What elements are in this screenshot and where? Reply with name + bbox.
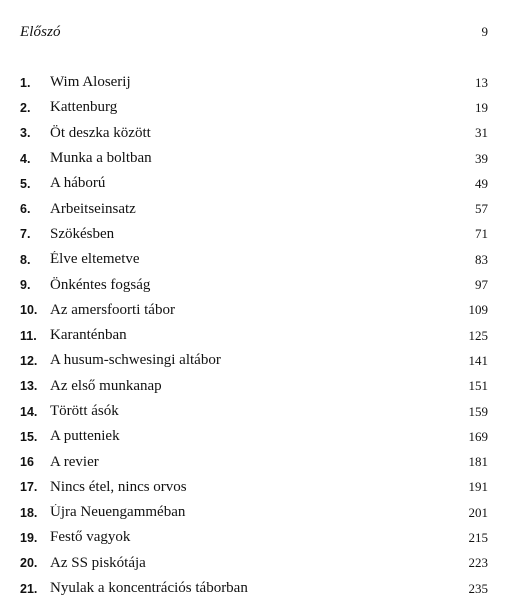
chapter-number: 14. — [20, 404, 38, 419]
chapter-page-number: 13 — [475, 74, 488, 90]
chapter-title: Arbeitseinsatz — [50, 200, 136, 217]
chapter-number: 5. — [20, 176, 31, 191]
chapter-title: A revier — [50, 453, 99, 470]
chapter-title: Munka a boltban — [50, 150, 152, 167]
chapter-number: 12. — [20, 353, 38, 368]
chapter-title: Festő vagyok — [50, 529, 131, 546]
chapter-entry — [20, 272, 488, 297]
chapter-number: 7. — [20, 227, 31, 242]
chapter-title: A háború — [50, 175, 106, 192]
chapter-title: Nincs étel, nincs orvos — [50, 478, 187, 495]
chapter-number: 17. — [20, 480, 38, 495]
chapter-page-number: 235 — [468, 580, 488, 596]
chapter-entry — [20, 196, 488, 221]
chapter-page-number: 201 — [468, 504, 488, 520]
chapter-entry — [20, 449, 488, 474]
chapter-entry — [20, 222, 488, 247]
chapter-number: 21. — [20, 581, 38, 596]
chapter-page-number: 181 — [468, 454, 488, 470]
chapter-entry — [20, 298, 488, 323]
chapter-title: Önkéntes fogság — [50, 276, 151, 293]
chapter-page-number: 57 — [475, 201, 488, 217]
chapter-page-number: 141 — [468, 352, 488, 368]
chapter-entry — [20, 374, 488, 399]
chapter-title: Az első munkanap — [50, 377, 162, 394]
chapter-number: 9. — [20, 278, 31, 293]
chapter-number: 8. — [20, 252, 31, 267]
chapter-page-number: 159 — [468, 403, 488, 419]
chapter-title: Wim Aloserij — [50, 74, 131, 91]
chapter-page-number: 191 — [468, 479, 488, 495]
chapter-title: Karanténban — [50, 327, 127, 344]
chapter-title: Az amersfoorti tábor — [50, 301, 175, 318]
chapter-title: Öt deszka között — [50, 124, 151, 141]
chapter-page-number: 169 — [468, 428, 488, 444]
chapter-title: Szökésben — [50, 225, 115, 242]
chapter-title: Az SS piskótája — [50, 554, 146, 571]
chapter-entry — [20, 323, 488, 348]
preface-page-number: 9 — [481, 24, 488, 39]
chapter-title: A husum-schwesingi altábor — [50, 352, 221, 369]
chapter-page-number: 109 — [468, 302, 488, 318]
chapter-title: Törött ásók — [50, 403, 119, 419]
chapter-number: 1. — [20, 75, 31, 90]
chapter-page-number: 151 — [468, 378, 488, 394]
chapter-title: Nyulak a koncentrációs táborban — [50, 580, 248, 597]
chapter-entry — [20, 399, 488, 424]
preface-entry — [20, 21, 488, 43]
chapter-entry — [20, 146, 488, 171]
chapter-number: 13. — [20, 379, 38, 394]
chapter-entry — [20, 171, 488, 196]
chapter-page-number: 215 — [468, 529, 488, 545]
chapter-entry — [20, 348, 488, 373]
chapter-entry — [20, 475, 488, 500]
chapter-number: 10. — [20, 303, 38, 318]
chapter-number: 15. — [20, 429, 38, 444]
chapter-list — [20, 70, 488, 601]
chapter-number: 19. — [20, 530, 38, 545]
chapter-page-number: 49 — [475, 175, 488, 191]
chapter-number: 11. — [20, 328, 37, 343]
chapter-number: 4. — [20, 151, 31, 166]
chapter-page-number: 31 — [475, 125, 488, 141]
chapter-page-number: 19 — [475, 99, 488, 115]
chapter-entry — [20, 576, 488, 601]
chapter-number: 2. — [20, 100, 31, 115]
chapter-entry — [20, 70, 488, 95]
chapter-title: Élve eltemetve — [50, 251, 140, 268]
chapter-page-number: 83 — [475, 251, 488, 267]
chapter-entry — [20, 95, 488, 120]
chapter-number: 16 — [20, 455, 34, 470]
chapter-entry — [20, 424, 488, 449]
chapter-title: A putteniek — [50, 428, 120, 445]
chapter-entry — [20, 247, 488, 272]
chapter-title: Újra Neuengamméban — [50, 504, 186, 521]
chapter-entry — [20, 121, 488, 146]
chapter-entry — [20, 525, 488, 550]
chapter-number: 18. — [20, 505, 38, 520]
chapter-page-number: 223 — [468, 555, 488, 571]
preface-title: Előszó — [20, 23, 61, 40]
chapter-page-number: 39 — [475, 150, 488, 166]
chapter-entry — [20, 500, 488, 525]
chapter-number: 6. — [20, 202, 31, 217]
chapter-page-number: 71 — [475, 226, 488, 242]
chapter-number: 3. — [20, 126, 31, 141]
chapter-entry — [20, 551, 488, 576]
chapter-page-number: 125 — [468, 327, 488, 343]
chapter-number: 20. — [20, 556, 38, 571]
chapter-page-number: 97 — [475, 277, 488, 293]
chapter-title: Kattenburg — [50, 99, 118, 116]
